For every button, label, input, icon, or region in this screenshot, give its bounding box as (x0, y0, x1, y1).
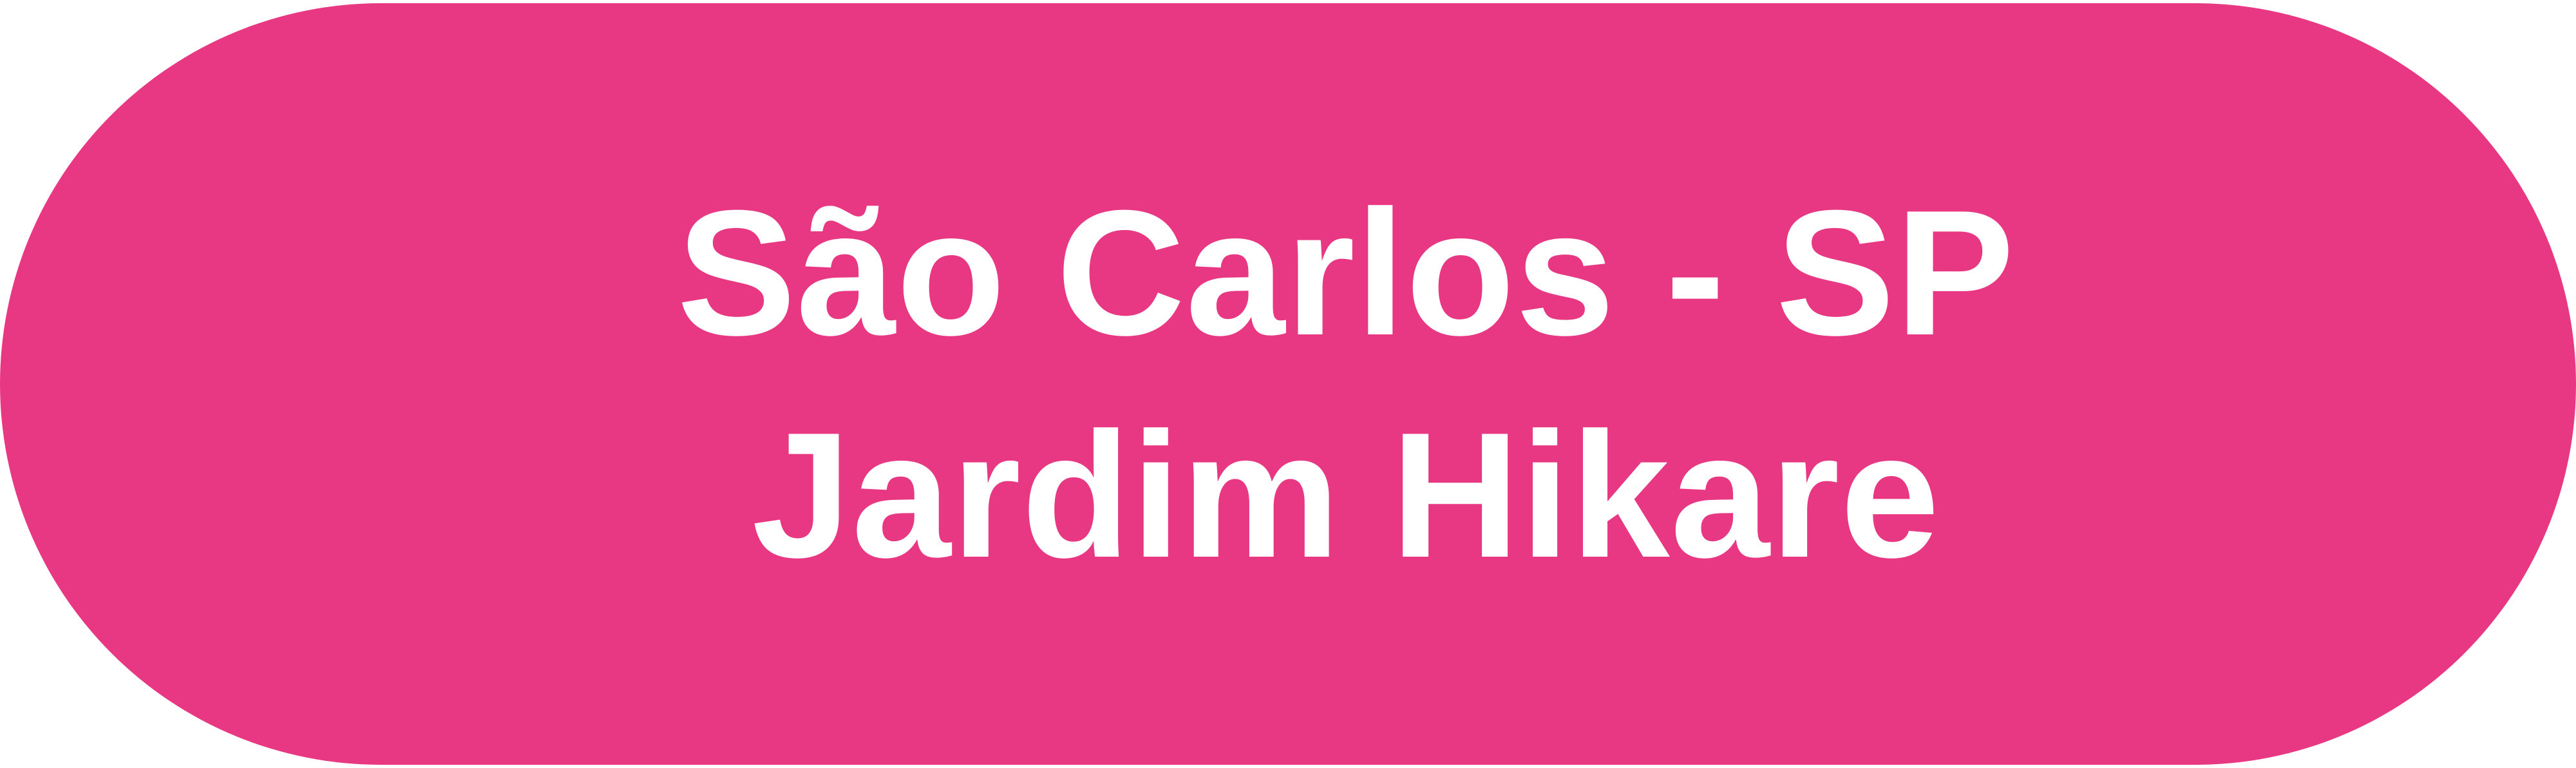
neighborhood-label: Jardim Hikare (752, 395, 1940, 595)
location-badge[interactable] (0, 3, 2576, 765)
city-label: São Carlos - SP (677, 173, 2015, 372)
